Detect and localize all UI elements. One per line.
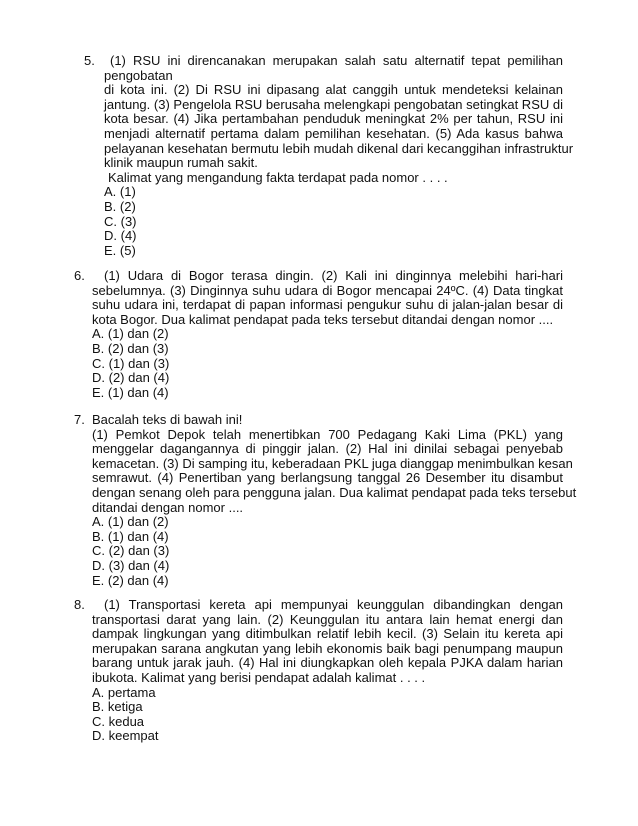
text-line: menggelar dagangannya di pinggir jalan. (2) Hal ini dinilai sebagai penyebab [92,441,563,457]
question-first-line: (1) Transportasi kereta api mempunyai keunggulan dibandingkan dengan [104,597,563,612]
text-line: dampak lingkungan yang ditimbulkan relatif lebih kecil. (3) Selain itu kereta api [92,626,563,642]
text-line: (1) Pemkot Depok telah menertibkan 700 Pedagang Kaki Lima (PKL) yang [92,426,563,442]
answer-option: A. (1) dan (2) [92,514,169,530]
question-prompt: Kalimat yang mengandung fakta terdapat pada nomor . . . . [108,169,448,185]
answer-option: C. (2) dan (3) [92,543,170,559]
answer-option: C. (3) [104,213,137,229]
text-line: kemacetan. (3) Di samping itu, keberadaan PKL juga dianggap menimbulkan kesan [92,455,573,471]
answer-option: B. (2) dan (3) [92,340,169,356]
answer-option: E. (5) [104,242,136,258]
text-line: merupakan sarana angkutan yang lebih ekonomis baik bagi penumpang maupun [92,640,563,656]
question-text [92,426,577,589]
answer-option: C. (1) dan (3) [92,355,170,371]
answer-option: D. (2) dan (4) [92,370,170,386]
text-line: transportasi darat yang lain. (2) Keunggulan itu antara lain hemat energi dan [92,611,563,627]
question-first-line: (1) RSU ini direncanakan merupakan salah satu alternatif tepat pemilihan [110,53,563,68]
text-line: ibukota. Kalimat yang berisi pendapat adalah kalimat . . . . [92,669,426,685]
text-line: klinik maupun rumah sakit. [104,155,258,171]
answer-option: E. (2) dan (4) [92,572,169,588]
text-line: kota Bogor. Dua kalimat pendapat pada teks tersebut ditandai dengan nomor .... [92,311,554,327]
question-first-line: Bacalah teks di bawah ini! [92,412,243,427]
answer-option: B. ketiga [92,699,143,715]
question-text [92,284,563,401]
answer-option: E. (1) dan (4) [92,384,169,400]
answer-option: C. kedua [92,713,145,729]
answer-option: D. keempat [92,728,159,744]
text-line: ditandai dengan nomor .... [92,499,244,515]
answer-option: D. (4) [104,228,137,244]
text-line: pelayanan kesehatan bermutu lebih mudah dikenal dari kecanggihan infrastruktur [104,140,574,156]
answer-option: A. (1) dan (2) [92,326,169,342]
text-line: kota besar. (4) Jika pertambahan penduduk meningkat 2% per tahun, RSU ini [104,111,563,127]
answer-option: B. (2) [104,198,136,214]
text-line: pengobatan [104,67,173,83]
question-number: 8. [74,597,85,612]
text-line: barang untuk jarak jauh. (4) Hal ini diungkapkan oleh kepala PJKA dalam harian [92,655,563,671]
question-text [104,67,574,259]
question-number: 7. [74,412,85,427]
question-number: 6. [74,268,85,283]
answer-option: D. (3) dan (4) [92,557,170,573]
text-line: sebelumnya. (3) Dinginnya suhu udara di Bogor mencapai 24ºC. (4) Data tingkat [92,282,563,298]
text-line: jantung. (3) Pengelola RSU berusaha melengkapi pengobatan setingkat RSU di [104,96,563,112]
question-number: 5. [84,53,95,68]
text-line: di kota ini. (2) Di RSU ini dipasang alat canggih untuk mendeteksi kelainan [104,82,563,98]
text-line: menjadi alternatif pertama dalam pemilihan kesehatan. (5) Ada kasus bahwa [104,125,563,141]
question-text [92,613,563,744]
text-line: suhu udara ini, terdapat di papan informasi pengukur suhu di jalan-jalan besar di [92,297,563,313]
text-line: semrawut. (4) Penertiban yang berlangsung tanggal 26 Desember itu disambut [92,470,563,486]
question-first-line: (1) Udara di Bogor terasa dingin. (2) Kali ini dinginnya melebihi hari-hari [104,268,563,283]
text-line: dengan senang oleh para pengguna jalan. Dua kalimat pendapat pada teks tersebut [92,484,577,500]
answer-option: B. (1) dan (4) [92,528,169,544]
answer-option: A. (1) [104,184,136,200]
answer-option: A. pertama [92,684,156,700]
